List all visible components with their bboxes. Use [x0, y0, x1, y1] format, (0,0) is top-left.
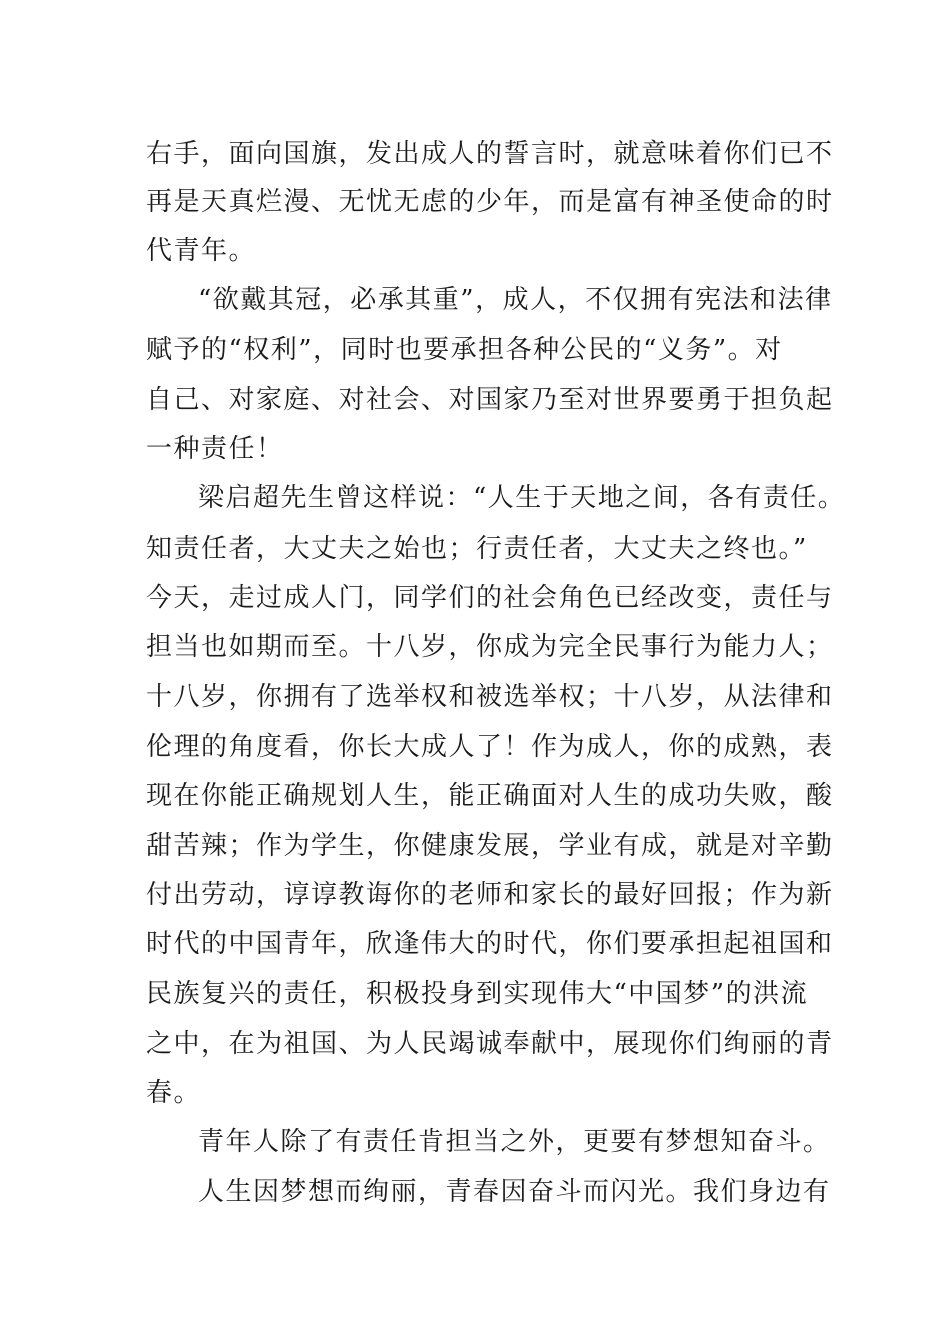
text-line: 时代的中国青年，欣逢伟大的时代，你们要承担起祖国和	[146, 929, 834, 959]
text-line: 现在你能正确规划人生，能正确面对人生的成功失败，酸	[146, 781, 834, 811]
text-line: 担当也如期而至。十八岁，你成为完全民事行为能力人；	[146, 632, 834, 662]
text-line: 再是天真烂漫、无忧无虑的少年，而是富有神圣使命的时	[146, 187, 834, 217]
paragraph-first-line: 人生因梦想而绚丽，青春因奋斗而闪光。我们身边有	[198, 1177, 831, 1207]
text-line: 知责任者，大丈夫之始也；行责任者，大丈夫之终也。”	[146, 534, 808, 564]
text-line: 赋予的“权利”，同时也要承担各种公民的“义务”。对	[146, 335, 783, 365]
text-line: 今天，走过成人门，同学们的社会角色已经改变，责任与	[146, 583, 834, 613]
text-line: 十八岁，你拥有了选举权和被选举权；十八岁，从法律和	[146, 682, 834, 712]
text-line: 春。	[146, 1078, 202, 1108]
text-line: 一种责任！	[146, 434, 284, 464]
text-line: 甜苦辣；作为学生，你健康发展，学业有成，就是对辛勤	[146, 831, 834, 861]
paragraph-first-line: 梁启超先生曾这样说：“人生于天地之间，各有责任。	[198, 483, 846, 513]
text-line: 右手，面向国旗，发出成人的誓言时，就意味着你们已不	[146, 139, 834, 169]
text-line: 代青年。	[146, 236, 257, 266]
text-line: 民族复兴的责任，积极投身到实现伟大“中国梦”的洪流	[146, 979, 809, 1009]
paragraph-first-line: “欲戴其冠，必承其重”，成人，不仅拥有宪法和法律	[198, 285, 833, 315]
text-line: 自己、对家庭、对社会、对国家乃至对世界要勇于担负起	[146, 385, 834, 415]
text-line: 付出劳动，谆谆教诲你的老师和家长的最好回报；作为新	[146, 880, 834, 910]
paragraph-first-line: 青年人除了有责任肯担当之外，更要有梦想知奋斗。	[198, 1127, 831, 1157]
text-line: 伦理的角度看，你长大成人了！作为成人，你的成熟，表	[146, 732, 834, 762]
text-line: 之中，在为祖国、为人民竭诚奉献中，展现你们绚丽的青	[146, 1029, 834, 1059]
